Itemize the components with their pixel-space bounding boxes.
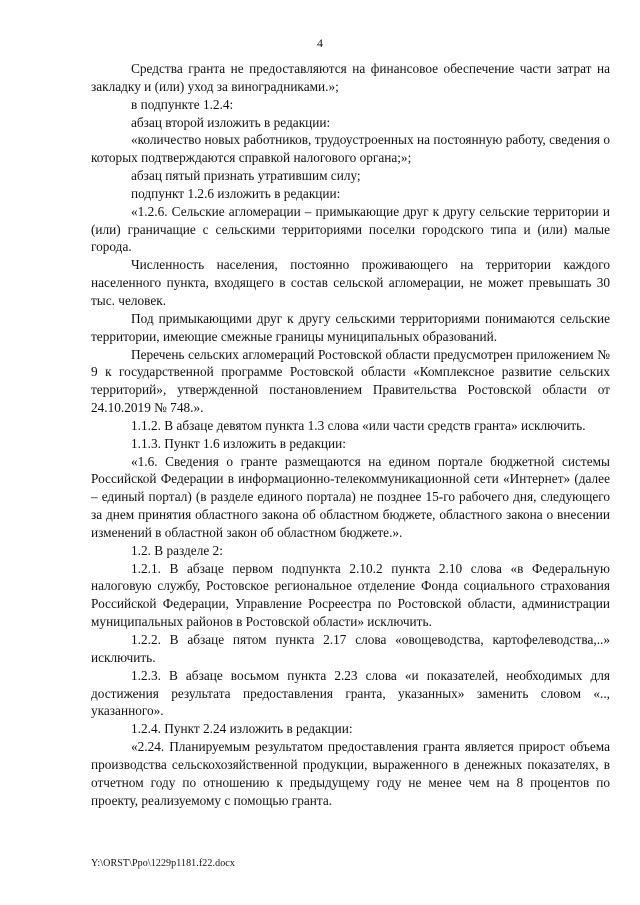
paragraph: 1.2. В разделе 2:: [131, 542, 223, 558]
paragraph: «1.2.6. Сельские агломерации – примыкающие друг к другу сельские территории и (или) граничащие с сельскими территориями поселки городского типа и (или) малые города.: [91, 203, 610, 255]
file-path-footer: Y:\ORST\Ppo\1229p1181.f22.docx: [91, 858, 235, 869]
paragraph: 1.2.4. Пункт 2.24 изложить в редакции:: [131, 721, 353, 737]
paragraph: Перечень сельских агломераций Ростовской области предусмотрен приложением № 9 к государственной программе Ростовской области «Комплексное развитие сельских территорий», утвержденной постановлением Правительства Ростовской области от 24.10.2019 № 748.».: [91, 346, 610, 416]
page-number: 4: [317, 36, 323, 50]
paragraph: 1.2.1. В абзаце первом подпункта 2.10.2 пункта 2.10 слова «в Федеральную налоговую службу, Ростовское региональное отделение Фонда социального страхования Российской Федерации, Управление Росреестра по Ростовской области, администрации муниципальных районов в Ростовской области» исключить.: [91, 560, 610, 630]
paragraph: 1.2.2. В абзаце пятом пункта 2.17 слова «овощеводства, картофелеводства,..» исключить.: [91, 632, 610, 665]
paragraph: «количество новых работников, трудоустроенных на постоянную работу, сведения о которых подтверждаются справкой налогового органа;»;: [91, 132, 610, 166]
paragraph: абзац второй изложить в редакции:: [131, 114, 331, 130]
paragraph: Под примыкающими друг к другу сельскими территориями понимаются сельские территории, имеющие смежные границы муниципальных образований.: [91, 310, 610, 344]
paragraph: «2.24. Планируемым результатом предоставления гранта является прирост объема производства сельскохозяйственной продукции, выраженного в денежных показателях, в отчетном году по отношению к предыдущему году не менее чем на 8 процентов по проекту, реализуемому с помощью гранта.: [91, 739, 610, 808]
paragraph: в подпункте 1.2.4:: [131, 96, 234, 112]
paragraph: подпункт 1.2.6 изложить в редакции:: [131, 185, 341, 201]
document-body: [91, 60, 610, 809]
paragraph: «1.6. Сведения о гранте размещаются на едином портале бюджетной системы Российской Федерации в информационно-телекоммуникационной сети «Интернет» (далее – единый портал) (в разделе единого портала) не позднее 15-го рабочего дня, следующего за днем принятия областного закона об областном бюджете, областного закона о внесении изменений в областной закон об областном бюджете.».: [91, 453, 610, 540]
paragraph: Средства гранта не предоставляются на финансовое обеспечение части затрат на закладку и (или) уход за виноградниками.»;: [91, 61, 610, 94]
paragraph: 1.2.3. В абзаце восьмом пункта 2.23 слова «и показателей, необходимых для достижения результата предоставления гранта, указанных» заменить словом «.., указанного».: [91, 667, 610, 719]
paragraph: 1.1.2. В абзаце девятом пункта 1.3 слова «или части средств гранта» исключить.: [131, 417, 586, 433]
paragraph: 1.1.3. Пункт 1.6 изложить в редакции:: [131, 435, 346, 451]
paragraph: Численность населения, постоянно проживающего на территории каждого населенного пункта, входящего в состав сельской агломерации, не может превышать 30 тыс. человек.: [91, 257, 610, 308]
paragraph: абзац пятый признать утратившим силу;: [131, 168, 361, 184]
